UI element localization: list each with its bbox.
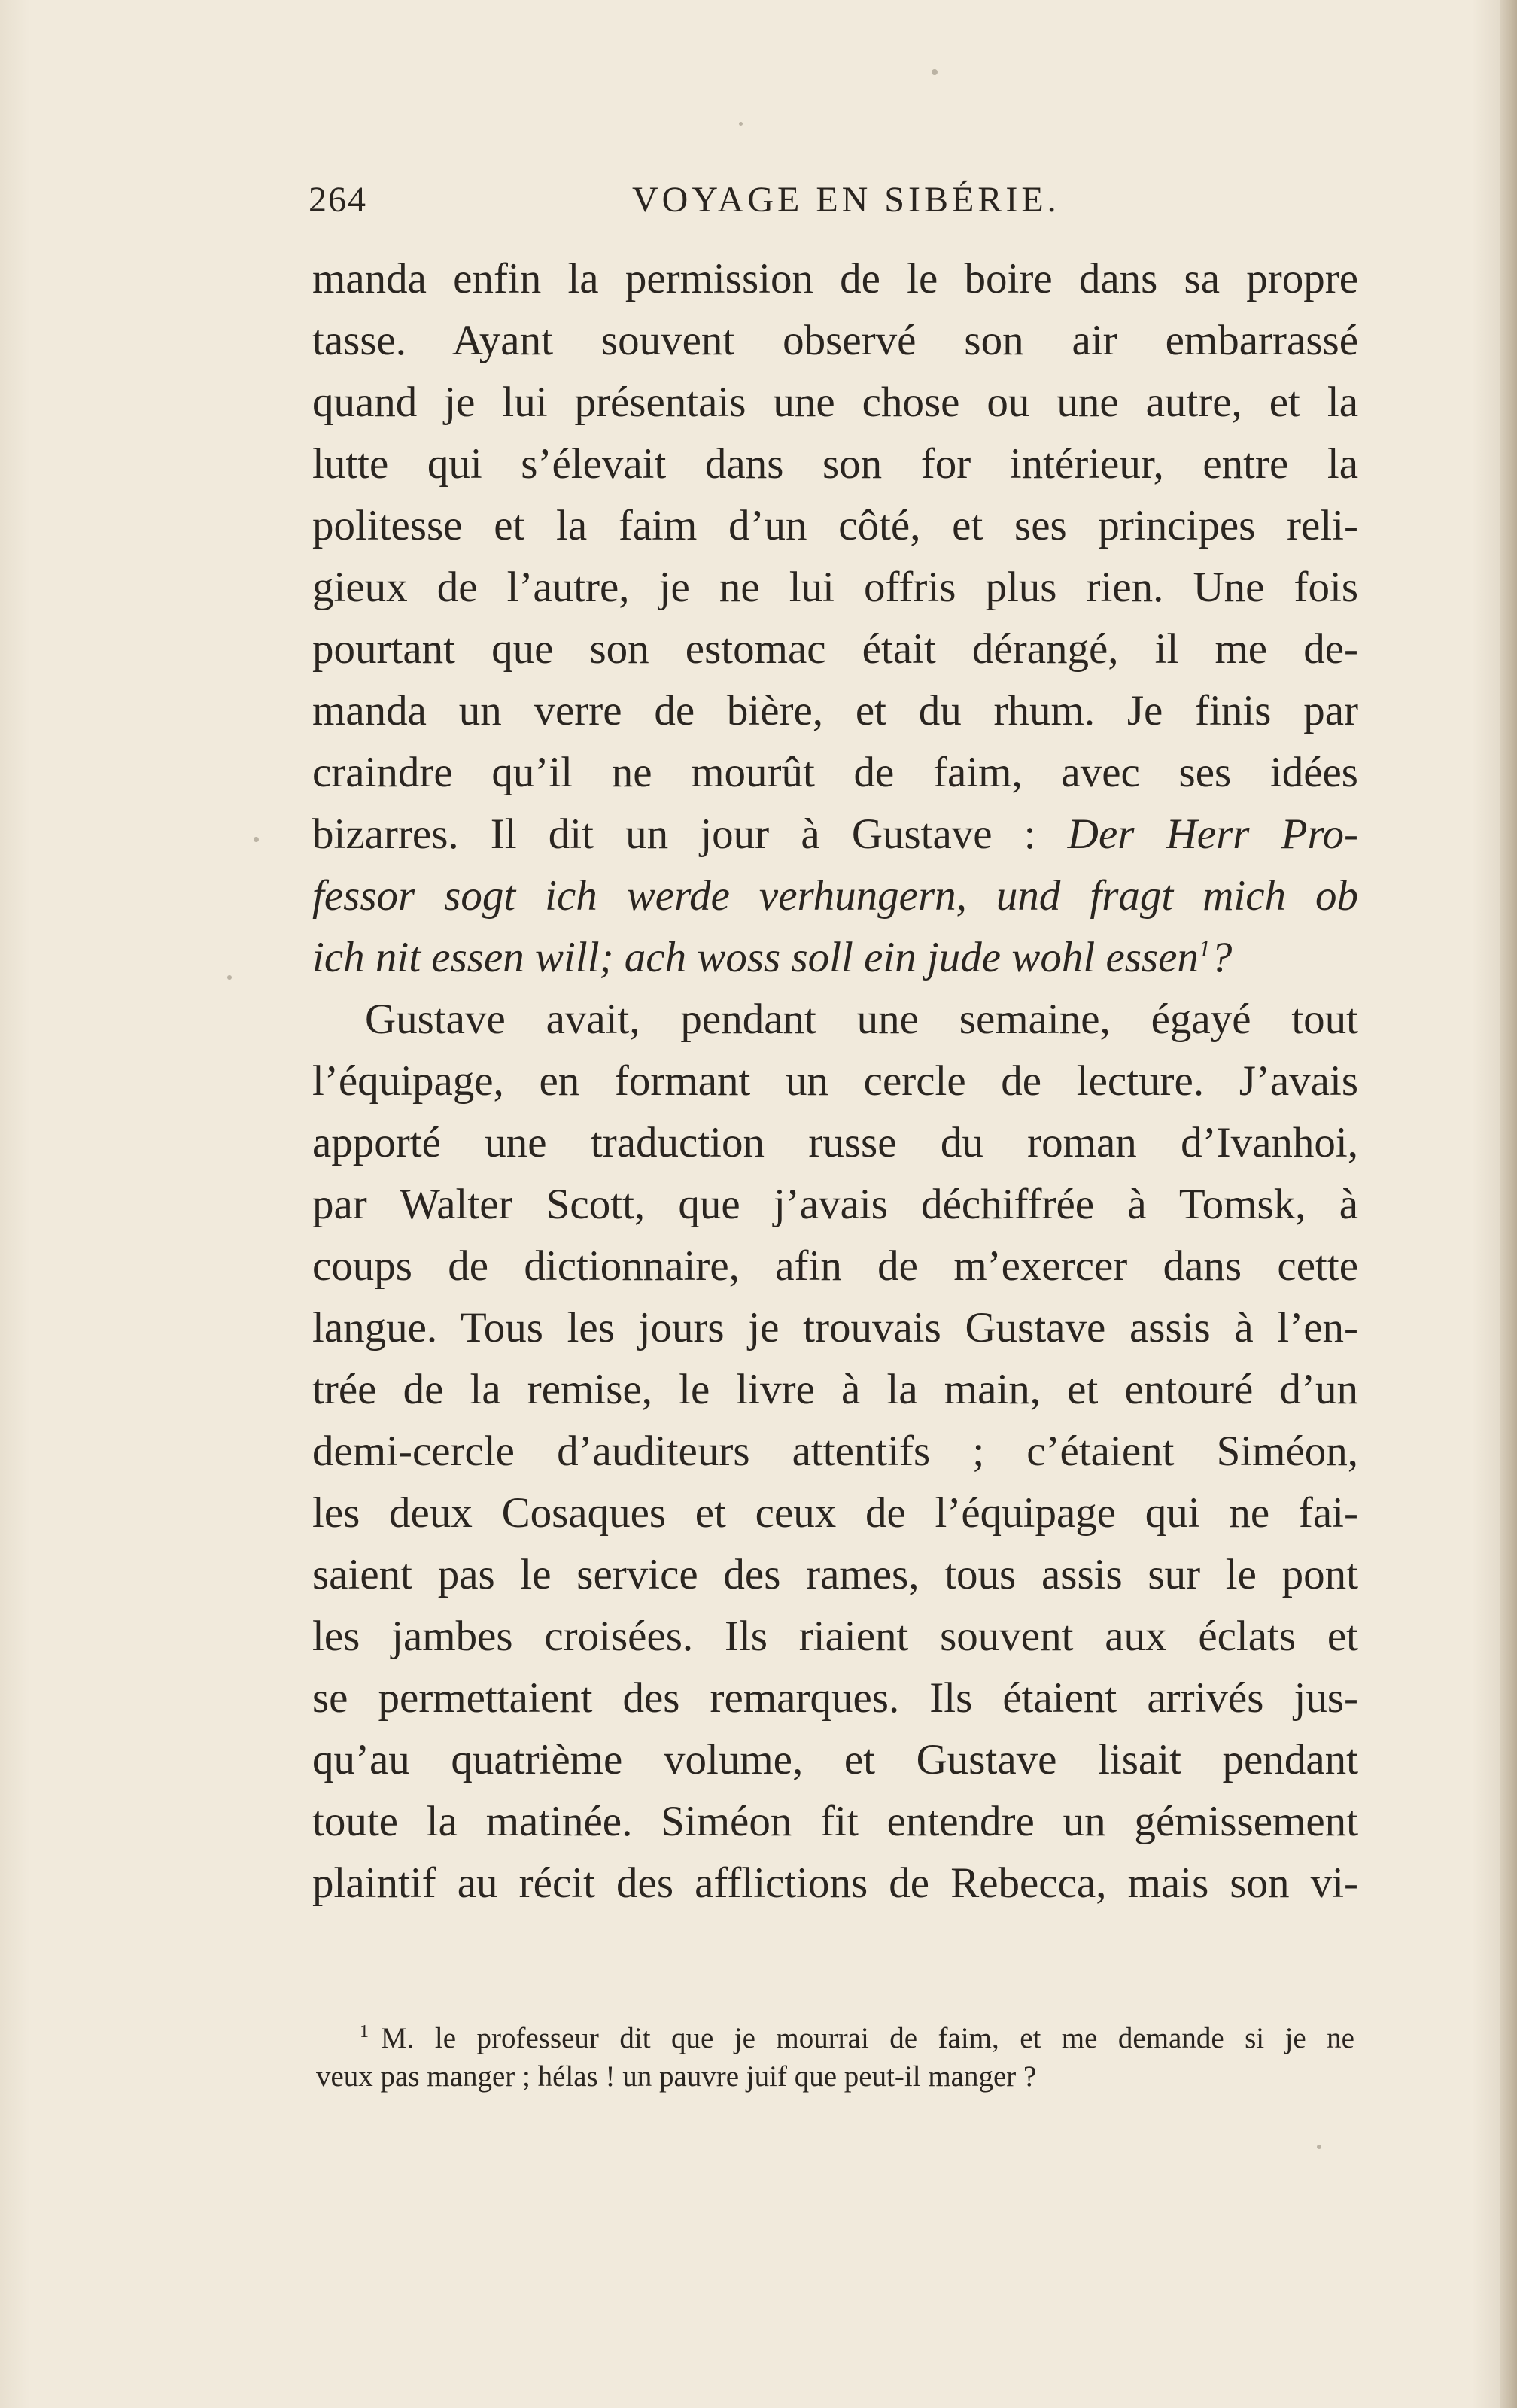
text-line: toute la matinée. Siméon fit entendre un gémissement: [312, 1798, 1358, 1845]
text-line: coups de dictionnaire, afin de m’exercer dans cette: [312, 1242, 1358, 1290]
body-text: [312, 248, 1358, 1914]
text-line: se permettaient des remarques. Ils étaient arrivés jus-: [312, 1674, 1358, 1722]
footnote-line: $^1$ M. le professeur dit que je mourrai de faim, et me demande si je ne: [360, 2022, 1354, 2054]
paper-speck: [739, 122, 743, 126]
footnote: [316, 2009, 1354, 2099]
paragraph-start-line: Gustave avait, pendant une semaine, égayé tout: [365, 996, 1358, 1043]
text-line: craindre qu’il ne mourût de faim, avec ses idées: [312, 749, 1358, 796]
text-line: qu’au quatrième volume, et Gustave lisait pendant: [312, 1736, 1358, 1783]
footnote-line: veux pas manger ; hélas ! un pauvre juif que peut-il manger ?: [316, 2060, 1037, 2093]
paper-speck: [227, 975, 232, 980]
text-line-italic: ich nit essen will; ach woss soll ein jude wohl essen$^1$?: [312, 934, 1233, 981]
text-line: les jambes croisées. Ils riaient souvent aux éclats et: [312, 1613, 1358, 1660]
text-line: l’équipage, en formant un cercle de lecture. J’avais: [312, 1057, 1358, 1105]
text-line: bizarres. Il dit un jour à Gustave : Der Herr Pro-: [312, 810, 1358, 858]
text-line: demi-cercle d’auditeurs attentifs ; c’étaient Siméon,: [312, 1427, 1358, 1475]
running-header: [309, 179, 1362, 232]
footnote-marker: 1: [360, 2022, 369, 2042]
text-line: pourtant que son estomac était dérangé, il me de-: [312, 625, 1358, 673]
text-line: par Walter Scott, que j’avais déchiffrée à Tomsk, à: [312, 1181, 1358, 1228]
page-fore-edge: [1500, 0, 1517, 2408]
italic-quote: Der Herr Pro-: [1067, 810, 1358, 858]
text-line: langue. Tous les jours je trouvais Gustave assis à l’en-: [312, 1304, 1358, 1351]
page-number: 264: [309, 180, 367, 220]
footnote-reference: 1: [1198, 935, 1211, 962]
text-line: manda enfin la permission de le boire dans sa propre: [312, 255, 1358, 303]
text-line: manda un verre de bière, et du rhum. Je finis par: [312, 687, 1358, 734]
text-line: gieux de l’autre, je ne lui offris plus rien. Une fois: [312, 564, 1358, 611]
text-line: quand je lui présentais une chose ou une autre, et la: [312, 379, 1358, 426]
text-line-italic: fessor sogt ich werde verhungern, und fragt mich ob: [312, 872, 1358, 920]
paper-speck: [1317, 2145, 1321, 2149]
running-title: VOYAGE EN SIBÉRIE.: [632, 180, 1060, 220]
text-line: apporté une traduction russe du roman d’Ivanhoi,: [312, 1119, 1358, 1166]
text-line: tasse. Ayant souvent observé son air embarrassé: [312, 317, 1358, 364]
paper-speck: [932, 69, 938, 75]
text-line: saient pas le service des rames, tous assis sur le pont: [312, 1551, 1358, 1598]
text-line: plaintif au récit des afflictions de Rebecca, mais son vi-: [312, 1859, 1358, 1907]
text-line: trée de la remise, le livre à la main, et entouré d’un: [312, 1366, 1358, 1413]
text-line: politesse et la faim d’un côté, et ses principes reli-: [312, 502, 1358, 549]
paper-speck: [254, 837, 259, 842]
text-line: les deux Cosaques et ceux de l’équipage qui ne fai-: [312, 1489, 1358, 1537]
text-line: lutte qui s’élevait dans son for intérieur, entre la: [312, 440, 1358, 488]
